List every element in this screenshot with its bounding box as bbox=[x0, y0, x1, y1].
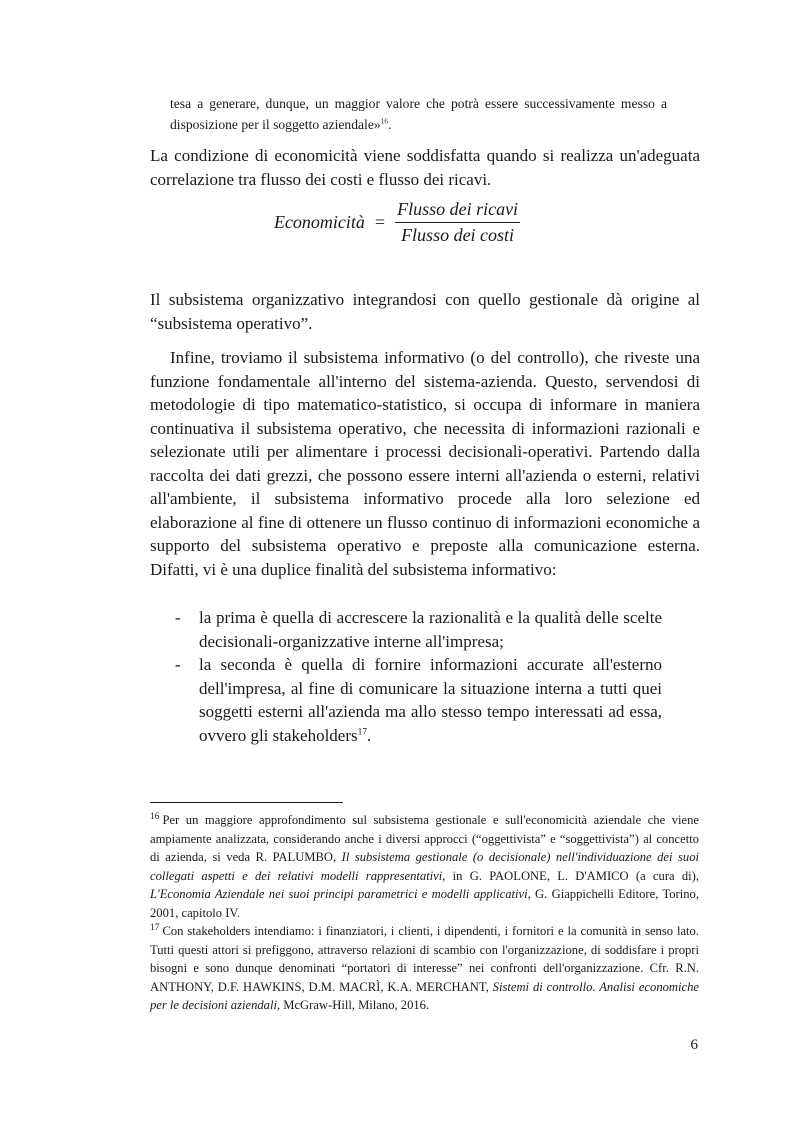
footnote-separator bbox=[150, 802, 343, 803]
footnote-title-italic: Il subsistema gestionale (o decisionale) nell'individuazione dei suoi collegati aspetti e dei relativi modelli rappresentativi bbox=[150, 850, 699, 883]
paragraph-text: Il subsistema organizzativo integrandosi con quello gestionale dà origine al “subsistema operativo”. bbox=[150, 290, 700, 333]
paragraph-informativo bbox=[150, 346, 700, 581]
footnote-number: 17 bbox=[150, 922, 160, 933]
footnote-text: , in G. PAOLONE, L. D'AMICO (a cura di), bbox=[442, 868, 699, 883]
footnote-text: , G. Giappichelli Editore, Torino, 2001, capitolo IV. bbox=[150, 887, 699, 920]
quote-text: tesa a generare, dunque, un maggior valore che potrà essere successivamente messo a disposizione per il soggetto aziendale» bbox=[170, 96, 667, 132]
footnote-text: Per un maggiore approfondimento sul subsistema gestionale e sull'economicità aziendale che viene ampiamente analizzata, considerando anche i diversi approcci (“oggettivista” e “soggettivista”) al concetto di azienda, si veda R. PALUMBO, bbox=[150, 813, 699, 864]
list-item bbox=[175, 653, 662, 747]
bullet-list bbox=[175, 606, 662, 747]
list-item-end: . bbox=[366, 725, 372, 745]
economicita-formula bbox=[0, 199, 794, 246]
list-item-text: la prima è quella di accrescere la razionalità e la qualità delle scelte decisionali-organizzative interne all'impresa; bbox=[199, 608, 662, 651]
footnote-16 bbox=[150, 811, 699, 922]
footnote-title-italic: L'Economia Aziendale nei suoi principi parametrici e modelli applicativi bbox=[150, 887, 528, 901]
paragraph-text: Infine, troviamo il subsistema informativo (o del controllo), che riveste una funzione fondamentale all'interno del sistema-azienda. Questo, servendosi di metodologie di tipo matematico-statistico, si occupa di informare in maniera continuativa il subsistema operativo, che necessita di informazioni razionali e selezionate utili per alimentare i processi decisionali-operativi. Partendo dalla raccolta dei dati grezzi, che possono essere interni all'azienda o esterni, relativi all'ambiente, il subsistema informativo procede alla loro selezione ed elaborazione al fine di ottenere un flusso continuo di informazioni economiche a supporto del subsistema operativo e preposte alla comunicazione esterna. Difatti, vi è una duplice finalità del subsistema informativo: bbox=[150, 348, 700, 579]
footnote-text: Con stakeholders intendiamo: i finanziatori, i clienti, i dipendenti, i fornitori e la comunità in senso lato. Tutti questi attori si prefiggono, attraverso relazioni di scambio con l'organizzazione, di soddisfare i propri bisogni e sono dunque denominati “portatori di interesse” nei confronti dell'organizzazione. Cfr. R.N. ANTHONY, D.F. HAWKINS, D.M. MACRÌ, K.A. MERCHANT, bbox=[150, 924, 699, 994]
formula-lhs: Economicità bbox=[273, 212, 365, 233]
paragraph-economicita bbox=[150, 144, 700, 191]
bullet-dash: - bbox=[175, 655, 181, 674]
formula-numerator: Flusso dei ricavi bbox=[397, 199, 519, 219]
formula-equals: = bbox=[374, 212, 386, 233]
block-quote: tesa a generare, dunque, un maggior valore che potrà essere successivamente messo a disposizione per il soggetto aziendale»$^{16}$. bbox=[170, 96, 667, 132]
formula-denominator: Flusso dei costi bbox=[401, 225, 515, 246]
list-item bbox=[175, 606, 662, 653]
paragraph-text: La condizione di economicità viene soddisfatta quando si realizza un'adeguata correlazione tra flusso dei costi e flusso dei ricavi. bbox=[150, 146, 700, 189]
footnote-text: , McGraw-Hill, Milano, 2016. bbox=[276, 998, 430, 1012]
footnote-title-italic: Sistemi di controllo. Analisi economiche per le decisioni aziendali bbox=[150, 979, 699, 1012]
footnote-17 bbox=[150, 922, 699, 1015]
paragraph-organizzativo bbox=[150, 288, 700, 335]
list-item-text: la seconda è quella di fornire informazioni accurate all'esterno dell'impresa, al fine di comunicare la situazione interna a tutti quei soggetti esterni all'azienda ma allo stesso tempo interessati ad essa, ovvero gli stakeholders bbox=[199, 655, 662, 745]
bullet-dash: - bbox=[175, 608, 181, 627]
footnote-ref-17[interactable]: 17 bbox=[357, 726, 367, 737]
footnotes bbox=[150, 811, 699, 1015]
footnote-ref-16[interactable]: 16 bbox=[380, 116, 389, 126]
page-number: 6 bbox=[690, 1037, 698, 1053]
formula-fraction bbox=[395, 199, 520, 246]
footnote-number: 16 bbox=[150, 811, 160, 822]
